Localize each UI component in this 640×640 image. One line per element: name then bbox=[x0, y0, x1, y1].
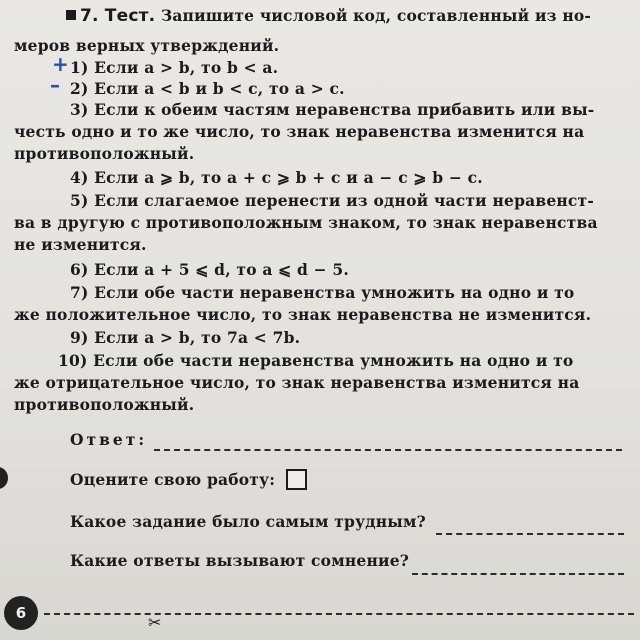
self-assessment-label: Оцените свою работу: bbox=[70, 470, 276, 489]
statement-5-line-3: не изменится. bbox=[14, 235, 147, 254]
statement-9: 9) Если a > b, то 7a < 7b. bbox=[70, 328, 301, 347]
statement-10-line-2: же отрицательное число, то знак неравенства изменится на bbox=[14, 373, 580, 392]
bullet-square-icon bbox=[66, 10, 76, 20]
statement-5-line-1: 5) Если слагаемое перенести из одной части неравенст- bbox=[70, 191, 594, 210]
doubtful-answers-label: Какие ответы вызывают сомнение? bbox=[70, 551, 410, 570]
statement-3-line-1: 3) Если к обеим частям неравенства прибавить или вы- bbox=[70, 100, 595, 119]
statement-3-line-3: противоположный. bbox=[14, 144, 195, 163]
statement-1: 1) Если a > b, то b < a. bbox=[70, 58, 279, 77]
statement-10-line-3: противоположный. bbox=[14, 395, 195, 414]
statement-10-line-1: 10) Если обе части неравенства умножить на одно и то bbox=[58, 351, 574, 370]
answer-label: Ответ: bbox=[70, 430, 148, 449]
pen-plus-mark: + bbox=[52, 52, 69, 76]
hardest-task-label: Какое задание было самым трудным? bbox=[70, 512, 426, 531]
statement-3-line-2: честь одно и то же число, то знак неравенства изменится на bbox=[14, 122, 585, 141]
answer-line[interactable] bbox=[154, 449, 622, 451]
statement-4: 4) Если a ⩾ b, то a + c ⩾ b + c и a − c ⩾ b − c. bbox=[70, 168, 483, 187]
statement-6: 6) Если a + 5 ⩽ d, то a ⩽ d − 5. bbox=[70, 260, 349, 279]
self-assessment-checkbox[interactable] bbox=[286, 469, 307, 490]
cut-line bbox=[44, 613, 634, 615]
test-instructions: Запишите числовой код, составленный из но- bbox=[160, 6, 592, 25]
heading-line-2: меров верных утверждений. bbox=[14, 36, 280, 55]
heading-line bbox=[66, 6, 591, 26]
page-number-badge: 6 bbox=[4, 596, 38, 630]
statement-7-line-2: же положительное число, то знак неравенства не изменится. bbox=[14, 305, 592, 324]
pen-minus-mark: – bbox=[50, 73, 60, 97]
hardest-task-line[interactable] bbox=[436, 533, 624, 535]
statement-7-line-1: 7) Если обе части неравенства умножить на одно и то bbox=[70, 283, 575, 302]
doubtful-answers-line[interactable] bbox=[412, 573, 624, 575]
statement-2: 2) Если a < b и b < c, то a > c. bbox=[70, 79, 345, 98]
statement-5-line-2: ва в другую с противоположным знаком, то знак неравенства bbox=[14, 213, 598, 232]
scissors-icon: ✂ bbox=[148, 613, 162, 632]
test-title: 7. Тест. bbox=[80, 6, 156, 26]
side-marker-icon bbox=[0, 467, 8, 489]
